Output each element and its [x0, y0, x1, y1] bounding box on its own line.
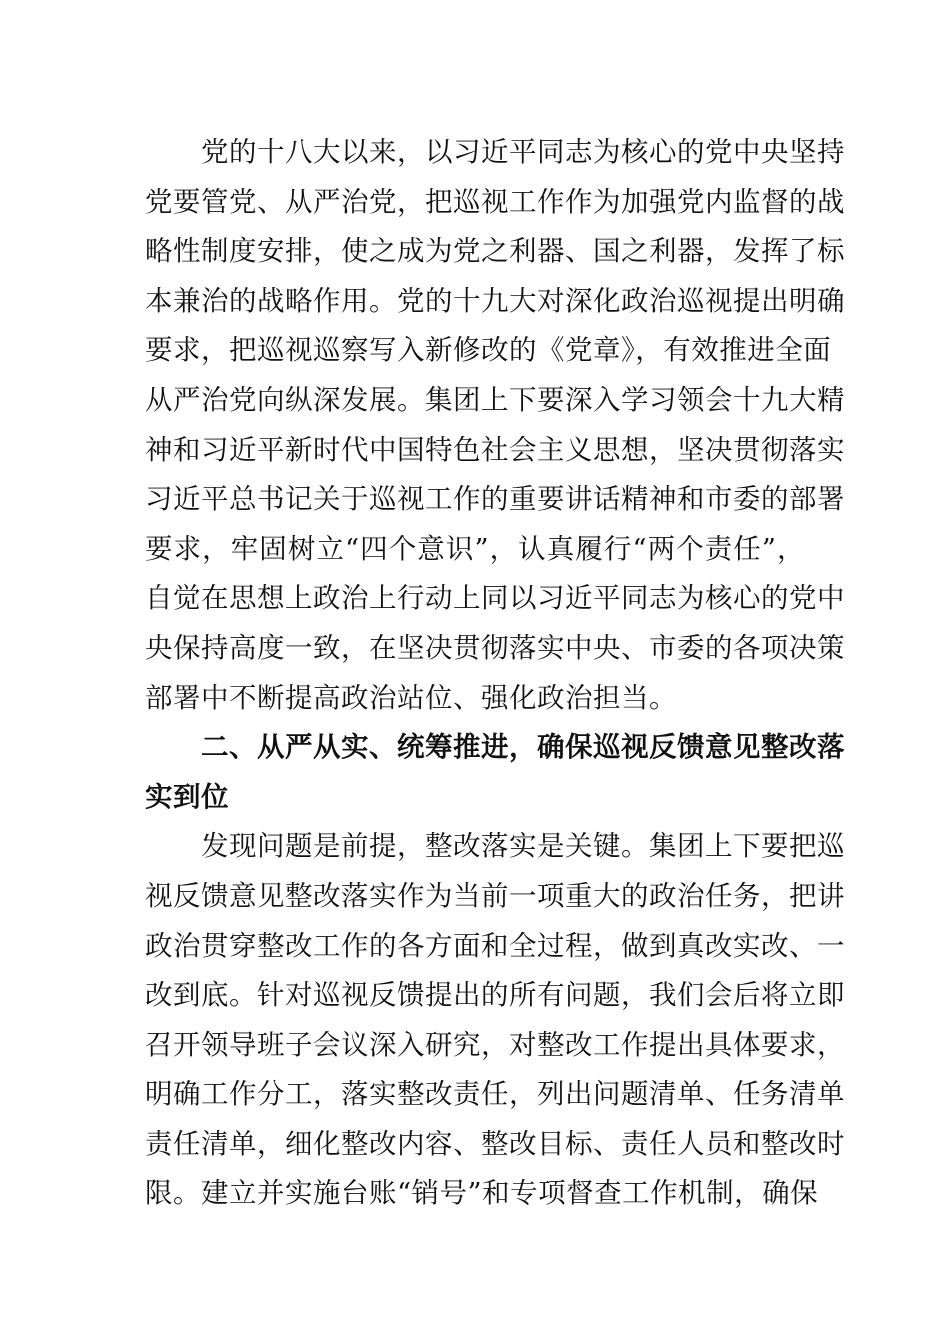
- paragraph-1: [145, 128, 845, 723]
- paragraph-line: 央保持高度一致，在坚决贯彻落实中央、市委的各项决策: [145, 631, 845, 664]
- paragraph-line: 明确工作分工，落实整改责任，列出问题清单、任务清单: [145, 1078, 845, 1111]
- paragraph-line: 神和习近平新时代中国特色社会主义思想，坚决贯彻落实: [145, 433, 845, 466]
- paragraph-line: 部署中不断提高政治站位、强化政治担当。: [145, 681, 677, 714]
- paragraph-line: 要求，把巡视巡察写入新修改的《党章》，有效推进全面: [145, 334, 832, 367]
- paragraph-line: 改到底。针对巡视反馈提出的所有问题，我们会后将立即: [145, 979, 845, 1012]
- paragraph-line: 党要管党、从严治党，把巡视工作作为加强党内监督的战: [145, 185, 845, 218]
- paragraph-line: 从严治党向纵深发展。集团上下要深入学习领会十九大精: [145, 383, 845, 416]
- paragraph-line: 本兼治的战略作用。党的十九大对深化政治巡视提出明确: [145, 284, 845, 317]
- section-heading: [145, 723, 845, 822]
- document-body: [145, 128, 845, 1219]
- paragraph-line: 习近平总书记关于巡视工作的重要讲话精神和市委的部署: [145, 483, 845, 516]
- paragraph-line: 要求，牢固树立“四个意识”，认真履行“两个责任”，: [145, 532, 805, 565]
- paragraph-line: 责任清单，细化整改内容、整改目标、责任人员和整改时: [145, 1127, 845, 1160]
- paragraph-line: 视反馈意见整改落实作为当前一项重大的政治任务，把讲: [145, 879, 845, 912]
- heading-line: 二、从严从实、统筹推进，确保巡视反馈意见整改落: [201, 731, 845, 764]
- paragraph-line: 发现问题是前提，整改落实是关键。集团上下要把巡: [201, 830, 845, 863]
- paragraph-2: [145, 822, 845, 1219]
- paragraph-line: 党的十八大以来，以习近平同志为核心的党中央坚持: [201, 136, 845, 168]
- paragraph-line: 政治贯穿整改工作的各方面和全过程，做到真改实改、一: [145, 929, 845, 962]
- paragraph-line: 限。建立并实施台账“销号”和专项督查工作机制，确保: [145, 1177, 819, 1210]
- heading-line: 实到位: [145, 780, 229, 813]
- paragraph-line: 略性制度安排，使之成为党之利器、国之利器，发挥了标: [145, 235, 845, 268]
- paragraph-line: 自觉在思想上政治上行动上同以习近平同志为核心的党中: [145, 582, 845, 615]
- paragraph-line: 召开领导班子会议深入研究，对整改工作提出具体要求，: [145, 1028, 845, 1061]
